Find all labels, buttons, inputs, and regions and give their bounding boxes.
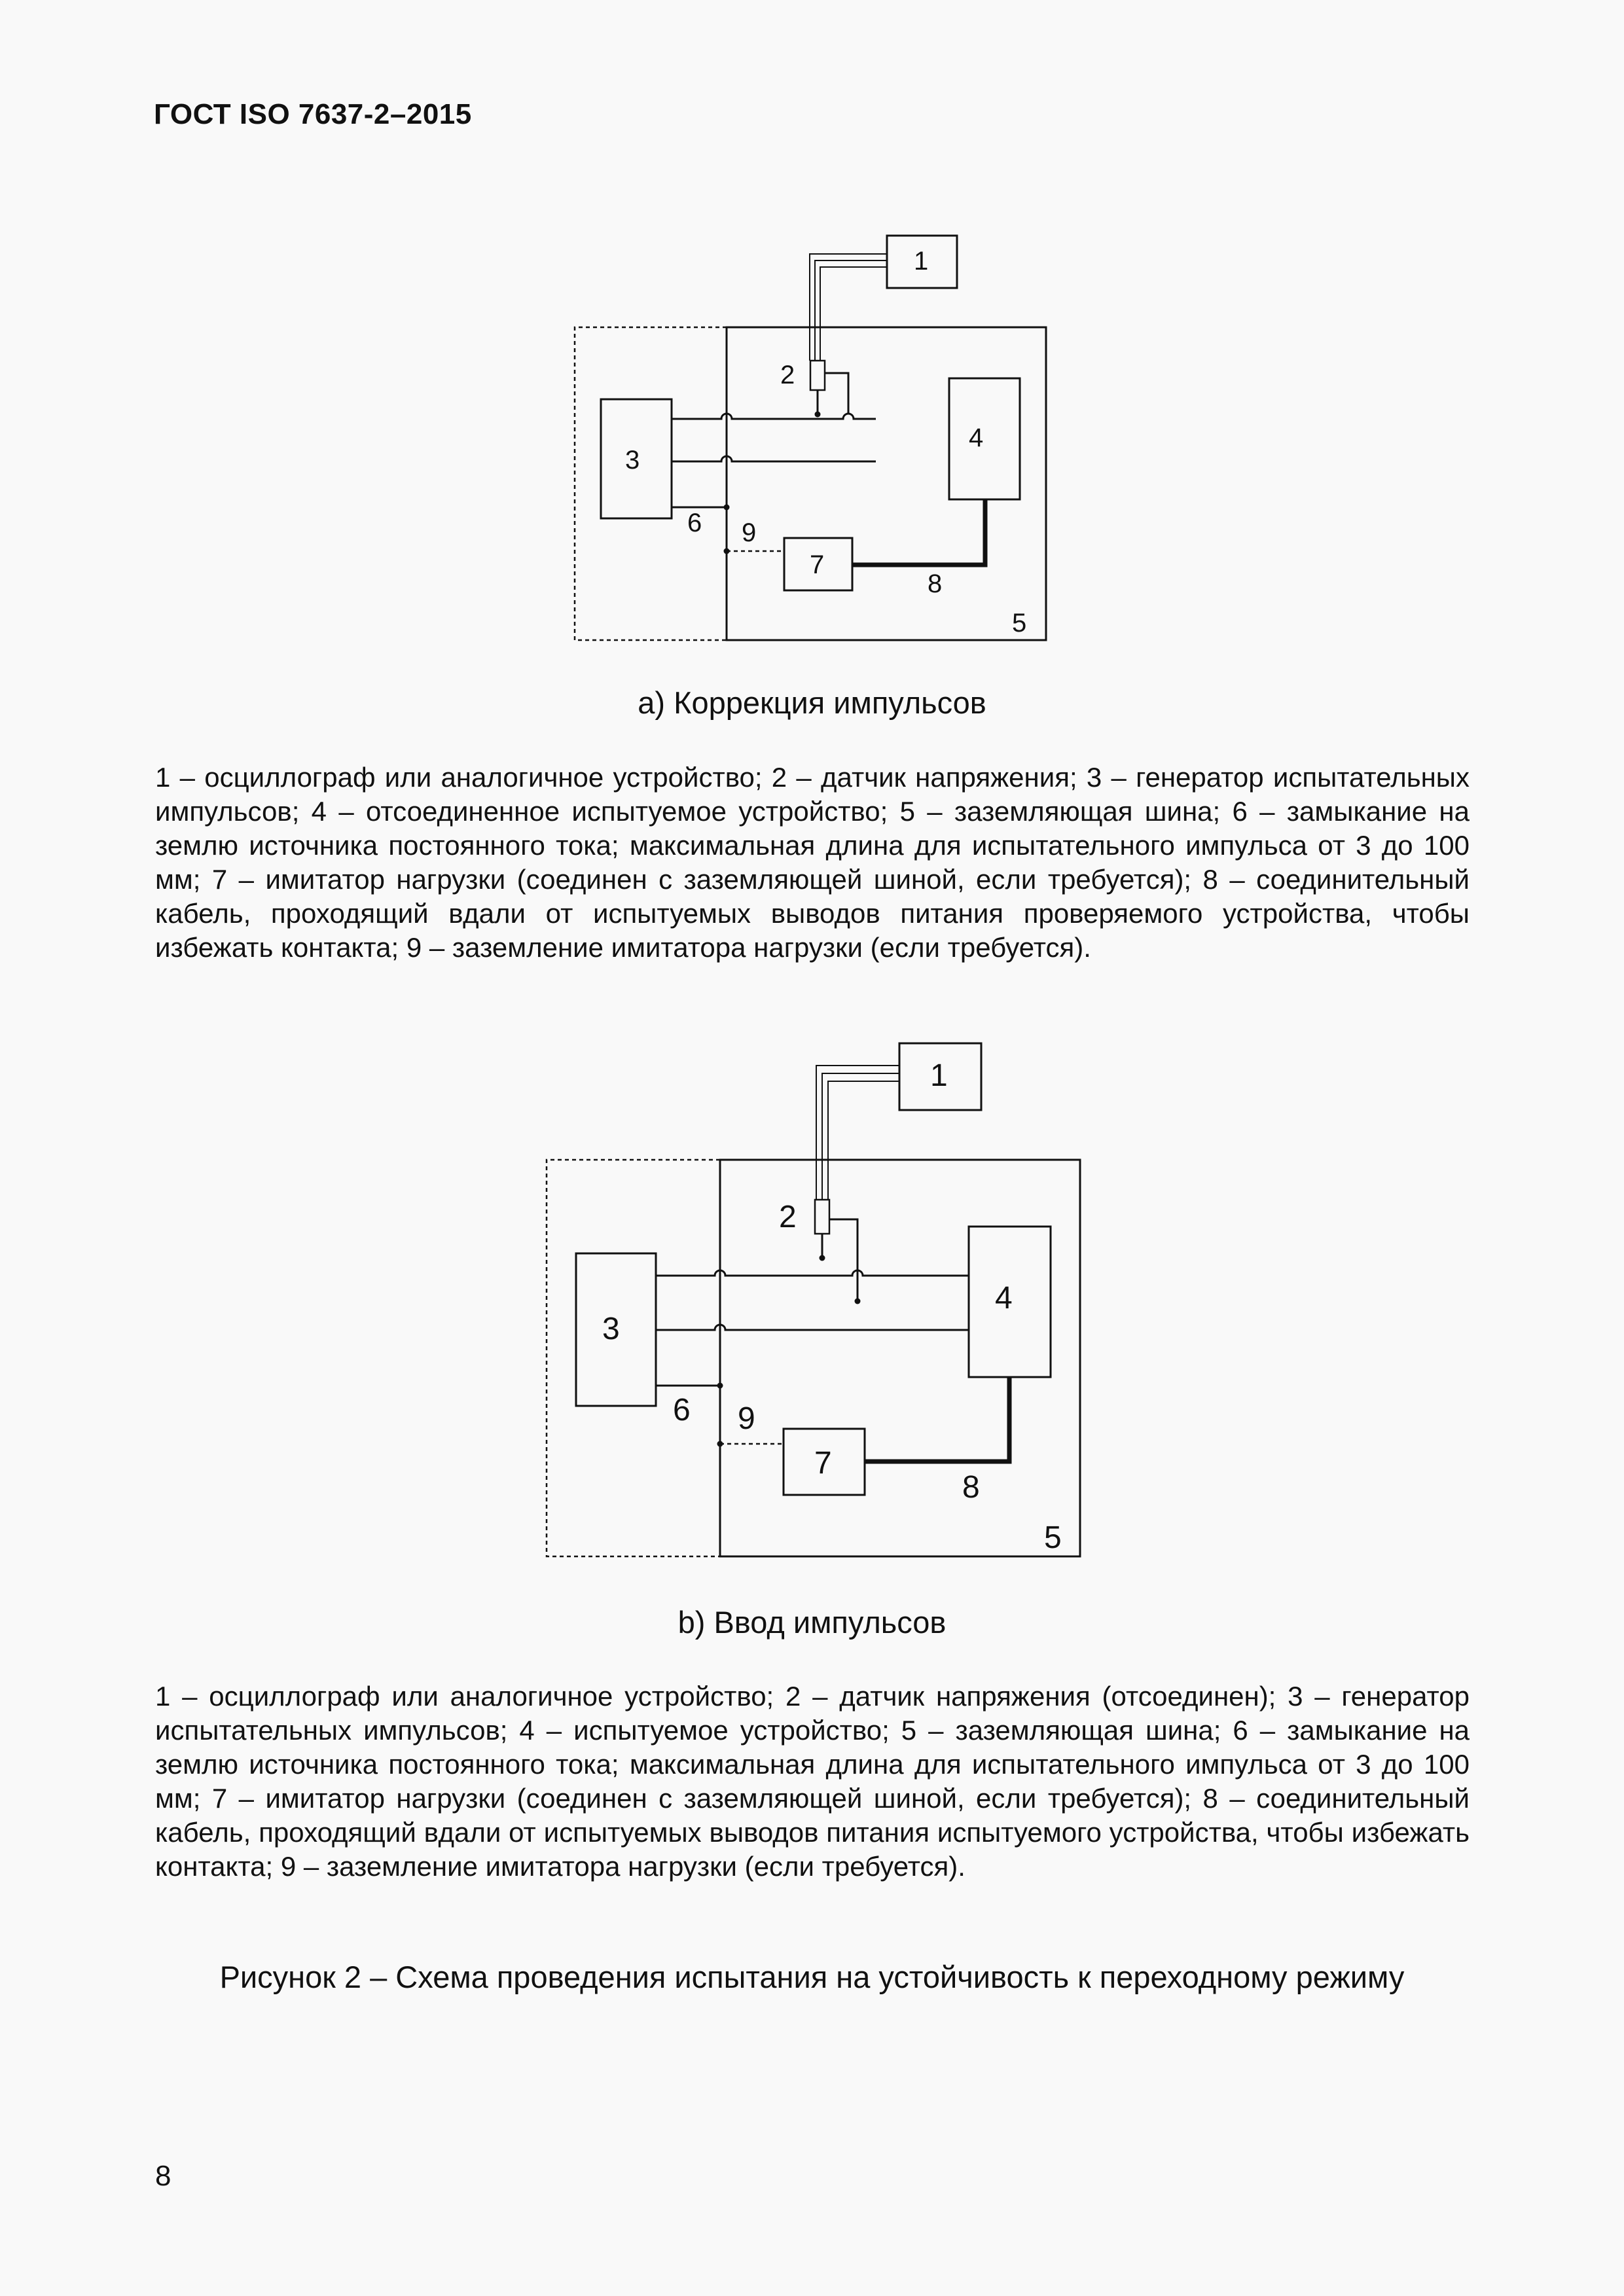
label-6: 6 (673, 1393, 691, 1427)
page-number: 8 (155, 2160, 171, 2192)
caption-b: b) Ввод импульсов (677, 1605, 947, 1640)
label-8: 8 (962, 1470, 980, 1505)
label-4: 4 (969, 423, 984, 452)
label-7: 7 (810, 550, 825, 579)
label-2: 2 (780, 361, 795, 389)
label-2: 2 (779, 1200, 797, 1234)
document-header: ГОСТ ISO 7637-2–2015 (154, 98, 472, 130)
diagram-a (569, 232, 1054, 645)
diagram-b (543, 1037, 1087, 1561)
label-4: 4 (995, 1281, 1013, 1316)
figure-title: Рисунок 2 – Схема проведения испытания на устойчивость к переходному режиму (219, 1960, 1405, 1994)
label-9: 9 (742, 518, 757, 547)
dut-box (949, 378, 1020, 499)
caption-a: a) Коррекция импульсов (638, 685, 986, 720)
label-7: 7 (814, 1446, 832, 1480)
label-3: 3 (602, 1312, 620, 1346)
legend-a: 1 – осциллограф или аналогичное устройство; 2 – датчик напряжения; 3 – генератор испытательных импульсов; 4 – отсоединенное испытуемое устройство; 5 – заземляющая шина; 6 – замыкание на землю источника постоянного тока; максимальная длина для испытательного импульса от 3 до 100 мм; 7 – имитатор нагрузки (соединен с заземляющей шиной, если требуется); 8 – соединительный кабель, проходящий вдали от испытуемых выводов питания проверяемого устройства, чтобы избежать контакта; 9 – заземление имитатора нагрузки (если требуется). (155, 762, 1470, 963)
label-1: 1 (930, 1058, 948, 1093)
legend-b: 1 – осциллограф или аналогичное устройство; 2 – датчик напряжения (отсоединен); 3 – генератор испытательных импульсов; 4 – испытуемое устройство; 5 – заземляющая шина; 6 – замыкание на землю источника постоянного тока; максимальная длина для испытательного импульса от 3 до 100 мм; 7 – имитатор нагрузки (соединен с заземляющей шиной, если требуется); 8 – соединительный кабель, проходящий вдали от испытуемых выводов питания испытуемого устройства, чтобы избежать контакта; 9 – заземление имитатора нагрузки (если требуется). (155, 1681, 1470, 1882)
label-3: 3 (625, 446, 640, 475)
label-5: 5 (1044, 1520, 1062, 1555)
voltage-probe (810, 361, 825, 390)
label-8: 8 (928, 569, 943, 598)
label-5: 5 (1012, 609, 1027, 637)
label-1: 1 (914, 247, 929, 276)
label-6: 6 (687, 509, 702, 537)
voltage-probe (815, 1200, 829, 1234)
label-9: 9 (738, 1401, 755, 1436)
